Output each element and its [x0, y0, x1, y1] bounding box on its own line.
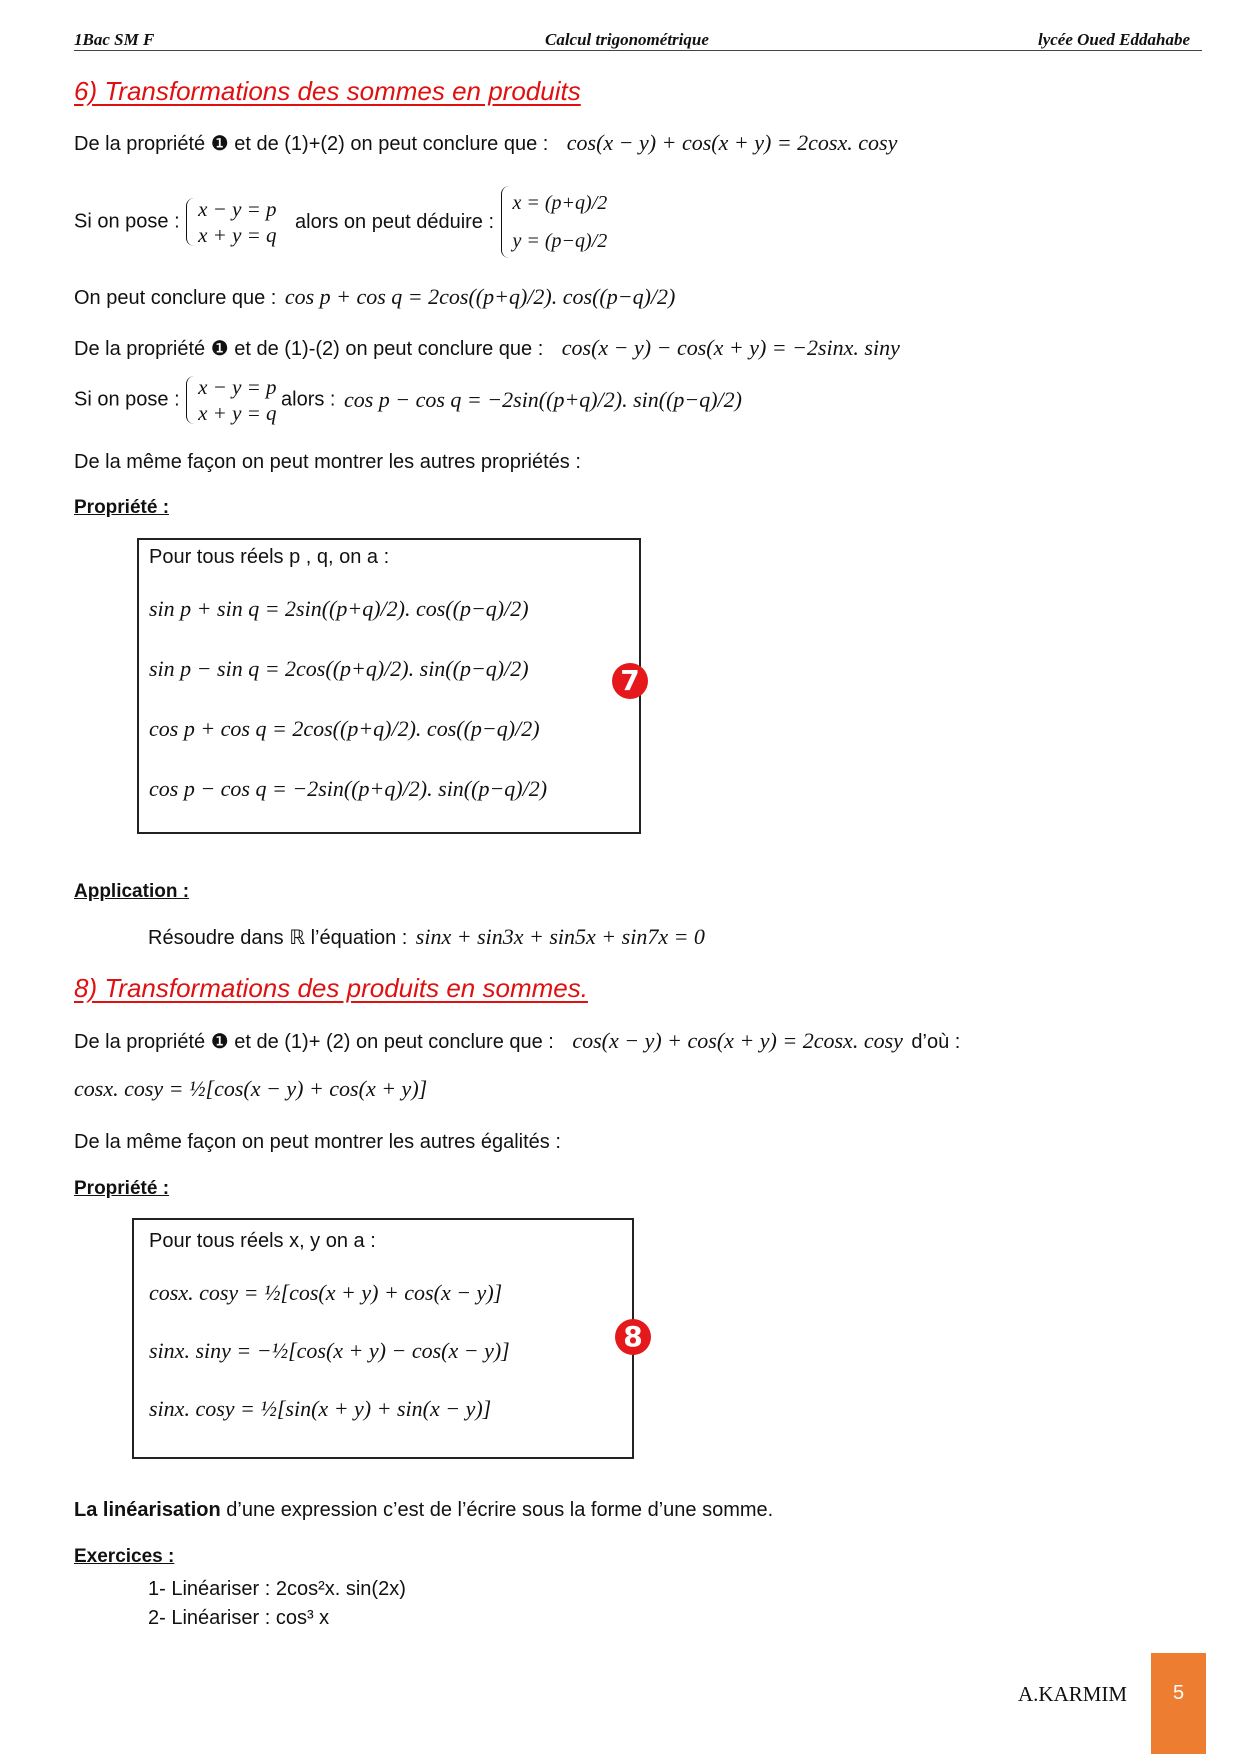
s6-same-way: De la même façon on peut montrer les autres propriétés : — [74, 451, 581, 473]
s6-deduce-eq2: y = (p−q)/2 — [512, 230, 608, 252]
s6-alors-math: cos p − cos q = −2sin((p+q)/2). sin((p−q)/2) — [343, 387, 742, 412]
s8-exercise-1: 1- Linéariser : 2cos²x. sin(2x) — [148, 1578, 406, 1600]
s6-pose-eq1: x − y = p — [198, 197, 277, 221]
s8-lin-rest: d’une expression c’est de l’écrire sous la forme d’une somme. — [220, 1499, 774, 1521]
s8-prop-formula-3: sinx. cosy = ½[sin(x + y) + sin(x − y)] — [149, 1396, 492, 1421]
s6-pose-system — [184, 196, 276, 248]
s8-same-way: De la même façon on peut montrer les autres égalités : — [74, 1131, 561, 1153]
s6-deduce-label: alors on peut déduire : — [295, 210, 495, 233]
s6-alors-label: alors : — [281, 388, 336, 411]
s6-prop-formula-1: sin p + sin q = 2sin((p+q)/2). cos((p−q)/2) — [149, 596, 529, 621]
s8-prop-formula-2: sinx. siny = −½[cos(x + y) − cos(x − y)] — [149, 1338, 510, 1363]
s6-property-box — [137, 538, 641, 834]
s6-prop-formula-3: cos p + cos q = 2cos((p+q)/2). cos((p−q)/2) — [149, 716, 540, 741]
s6-pose2-eq1: x − y = p — [198, 375, 277, 399]
s6-prop-formula-2: sin p − sin q = 2cos((p+q)/2). sin((p−q)/2) — [149, 656, 529, 681]
footer-author: A.KARMIM — [1018, 1682, 1128, 1706]
s8-line1 — [74, 1028, 960, 1054]
s8-prop-label: Propriété : — [74, 1178, 170, 1199]
s6-pose2-label: Si on pose : — [74, 388, 180, 411]
s6-line1-math: cos(x − y) + cos(x + y) = 2cosx. cosy — [566, 130, 898, 155]
s8-linearisation — [74, 1499, 773, 1522]
s6-deduce-eq1: x = (p+q)/2 — [512, 192, 608, 214]
s6-app-label: Application : — [74, 881, 190, 902]
s6-conclude — [74, 284, 675, 310]
s6-line2-math: cos(x − y) − cos(x + y) = −2sinx. siny — [561, 335, 900, 360]
s6-pose2-row — [74, 374, 742, 426]
s8-property-box — [132, 1218, 634, 1459]
badge-7: 7 — [612, 663, 648, 699]
s8-ex-label: Exercices : — [74, 1546, 175, 1567]
s6-conclude-text: On peut conclure que : — [74, 287, 277, 309]
s6-prop-formula-4: cos p − cos q = −2sin((p+q)/2). sin((p−q)/2) — [149, 776, 548, 801]
s6-app-math: sinx + sin3x + sin5x + sin7x = 0 — [415, 924, 705, 949]
s8-prop-formula-1: cosx. cosy = ½[cos(x + y) + cos(x − y)] — [149, 1280, 503, 1305]
section-8-title: 8) Transformations des produits en sommes. — [74, 973, 588, 1003]
s8-exercise-2: 2- Linéariser : cos³ x — [148, 1607, 330, 1629]
s8-line1-suffix: d’où : — [911, 1031, 961, 1053]
s6-pose-label: Si on pose : — [74, 210, 180, 233]
s6-line1-text: De la propriété ❶ et de (1)+(2) on peut conclure que : — [74, 133, 549, 155]
section-6-title: 6) Transformations des sommes en produits — [74, 76, 581, 106]
s6-pose-eq2: x + y = q — [198, 223, 277, 247]
header-center: Calcul trigonométrique — [545, 30, 709, 49]
s6-line1 — [74, 130, 897, 156]
s8-line1-text: De la propriété ❶ et de (1)+ (2) on peut conclure que : — [74, 1031, 554, 1053]
s8-prop-intro: Pour tous réels x, y on a : — [149, 1230, 376, 1252]
s6-conclude-math: cos p + cos q = 2cos((p+q)/2). cos((p−q)/2) — [284, 284, 676, 309]
header-left: 1Bac SM F — [74, 30, 155, 49]
page-number: 5 — [1172, 1682, 1185, 1704]
s6-pose2-eq2: x + y = q — [198, 401, 277, 425]
s8-lin-bold: La linéarisation — [74, 1499, 221, 1521]
s8-line1-math: cos(x − y) + cos(x + y) = 2cosx. cosy — [572, 1028, 903, 1053]
s6-prop-intro: Pour tous réels p , q, on a : — [149, 546, 390, 568]
header-right: lycée Oued Eddahabe — [1037, 30, 1190, 49]
s6-app-text: Résoudre dans ℝ l’équation : — [148, 927, 408, 949]
s6-pose2-system — [184, 374, 276, 426]
header-rule — [74, 50, 1202, 51]
s6-prop-label: Propriété : — [74, 497, 170, 518]
s8-result-math: cosx. cosy = ½[cos(x − y) + cos(x + y)] — [74, 1076, 428, 1101]
s6-line2 — [74, 335, 900, 361]
s6-line2-text: De la propriété ❶ et de (1)-(2) on peut conclure que : — [74, 338, 544, 360]
s6-pose-row — [74, 184, 607, 260]
s6-app-row — [148, 924, 705, 950]
badge-8: 8 — [615, 1319, 651, 1355]
s6-deduce-system — [499, 184, 608, 260]
